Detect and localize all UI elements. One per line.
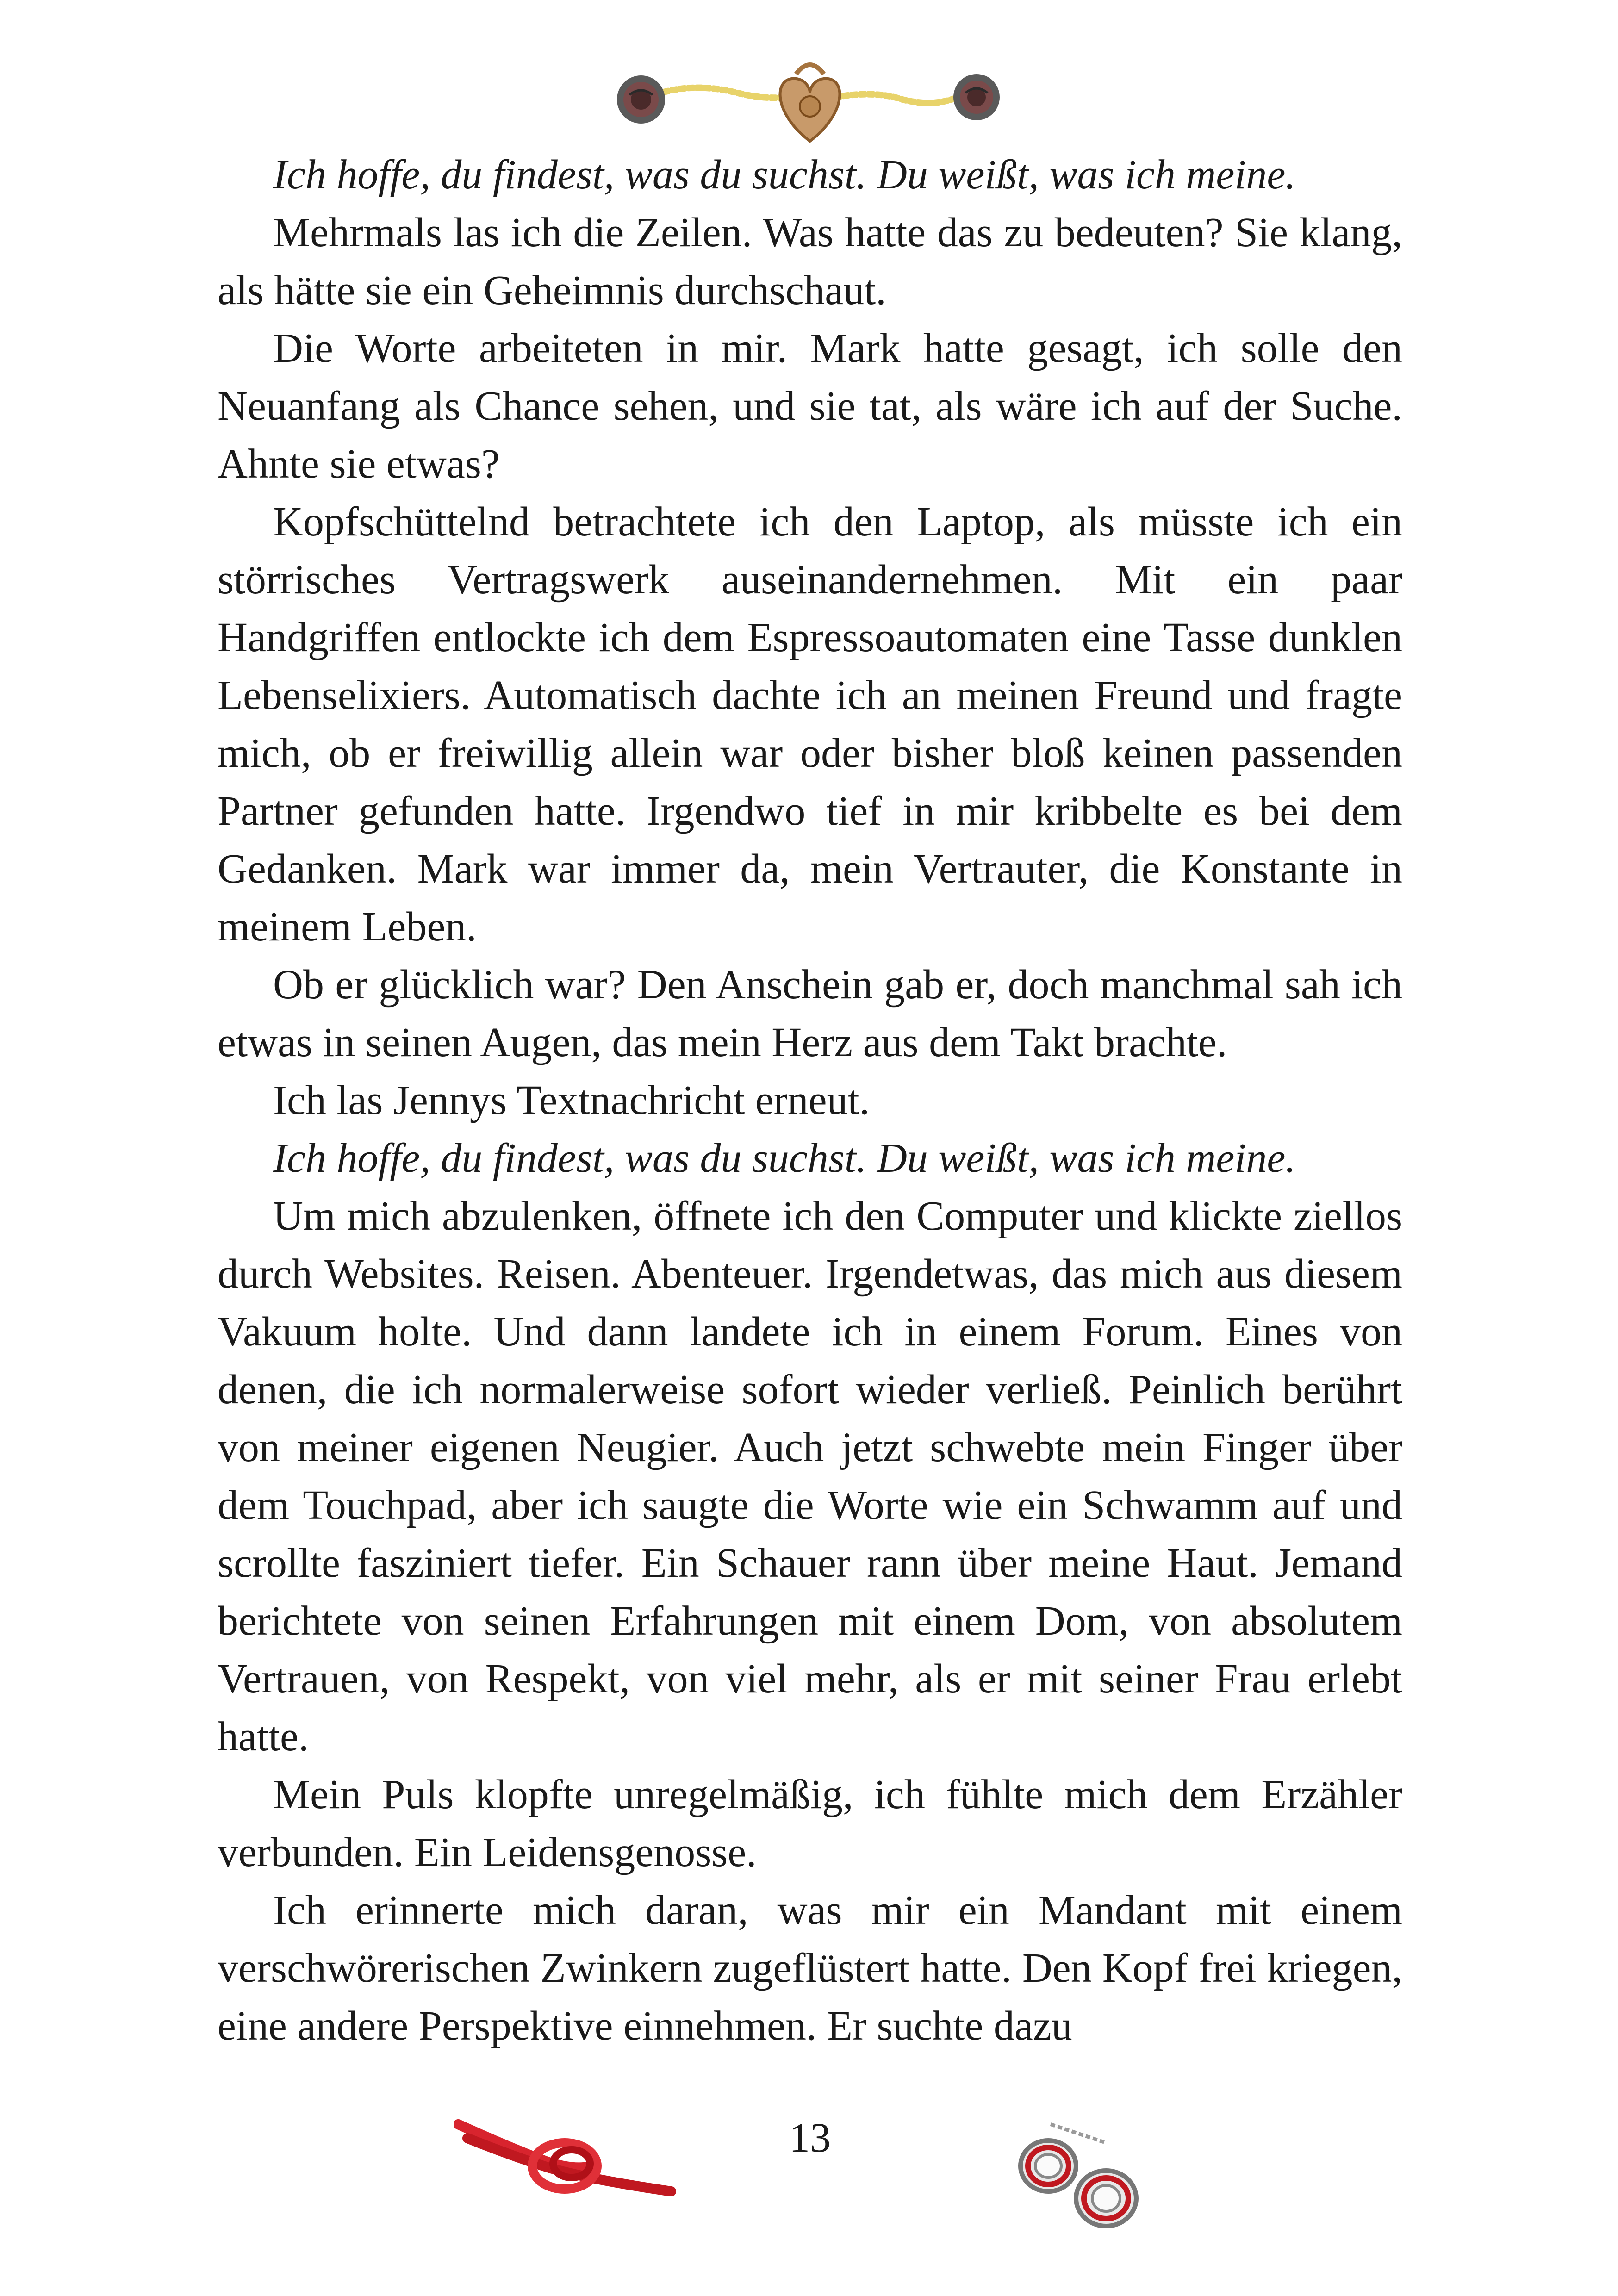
paragraph: Die Worte arbeiteten in mir. Mark hatte gesagt, ich solle den Neuanfang als Chance sehen, und sie tat, als wäre ich auf der Suche. Ahnte sie etwas? [218,325,1402,487]
paragraph: Mehrmals las ich die Zeilen. Was hatte das zu bedeuten? Sie klang, als hätte sie ein Geheimnis durchschaut. [218,210,1402,313]
gold-chain-left [648,88,784,98]
page-number: 13 [789,2115,831,2161]
handcuffs-icon [1014,2115,1152,2235]
header-ornament [597,53,1023,146]
paragraph: Ich hoffe, du findest, was du suchst. Du weißt, was ich meine. [273,152,1296,198]
gold-chain-right [835,93,967,103]
rose-left-icon [617,75,665,124]
red-rope-knot-icon [454,2110,676,2198]
paragraph: Ich hoffe, du findest, was du suchst. Du weißt, was ich meine. [273,1135,1296,1181]
rose-right-icon [953,74,1000,120]
paragraph: Ich las Jennys Textnachricht erneut. [273,1077,870,1123]
body-text [218,146,1402,2055]
paragraph: Mein Puls klopfte unregelmäßig, ich fühlte mich dem Erzähler verbunden. Ein Leidensgenosse. [218,1772,1402,1875]
paragraph: Ich erinnerte mich daran, was mir ein Mandant mit einem verschwörerischen Zwinkern zugeflüstert hatte. Den Kopf frei kriegen, eine andere Perspektive einnehmen. Er suchte dazu [218,1887,1402,2049]
paragraph: Kopfschüttelnd betrachtete ich den Laptop, als müsste ich ein störrisches Vertragswerk auseinandernehmen. Mit ein paar Handgriffen entlockte ich dem Espressoautomaten eine Tasse dunklen Lebenselixiers. Automatisch dachte ich an meinen Freund und fragte mich, ob er freiwillig allein war oder bisher bloß keinen passenden Partner gefunden hatte. Irgendwo tief in mir kribbelte es bei dem Gedanken. Mark war immer da, mein Vertrauter, die Konstante in meinem Leben. [218,499,1402,950]
paragraph: Ob er glücklich war? Den Anschein gab er, doch manchmal sah ich etwas in seinen Augen, das mein Herz aus dem Takt brachte. [218,962,1402,1065]
heart-locket-icon [780,65,840,141]
paragraph: Um mich abzulenken, öffnete ich den Computer und klickte ziellos durch Websites. Reisen. Abenteuer. Irgendetwas, das mich aus diesem Vakuum holte. Und dann landete ich in einem Forum. Eines von denen, die ich normalerweise sofort wieder verließ. Peinlich berührt von meiner eigenen Neugier. Auch jetzt schwebte mein Finger über dem Touchpad, aber ich saugte die Worte wie ein Schwamm auf und scrollte fasziniert tiefer. Ein Schauer rann über meine Haut. Jemand berichtete von seinen Erfahrungen mit einem Dom, von absolutem Vertrauen, von Respekt, von viel mehr, als er mit seiner Frau erlebt hatte. [218,1193,1402,1760]
